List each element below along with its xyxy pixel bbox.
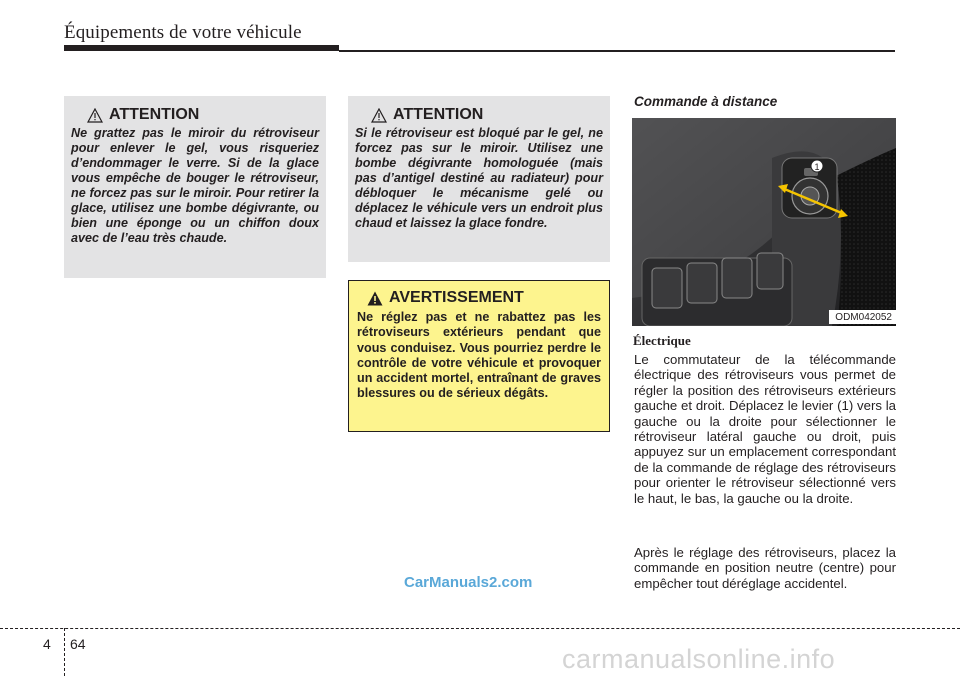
page-number: 64 [70, 636, 86, 652]
footer-site-watermark: carmanualsonline.info [562, 644, 836, 674]
attention-text: Ne grattez pas le miroir du rétroviseur pour enlever le gel, vous risqueriez d’endommager le verre. Si de la glace vous empêche de bouger le rétroviseur, ne forcez pas sur le miroir. Pour retirer la glace, utilisez une bombe dégivrante, ou bien une éponge ou un chiffon doux avec de l’eau très chaude. [71, 126, 319, 245]
subsection-title: Électrique [633, 333, 691, 348]
attention-box-middle [348, 96, 610, 262]
warning-header [367, 289, 601, 307]
warning-title: AVERTISSEMENT [389, 289, 524, 306]
caution-triangle-icon [87, 108, 103, 123]
attention-header [371, 106, 603, 124]
paragraph-2: Après le réglage des rétroviseurs, placez la commande en position neutre (centre) pour empêcher tout déréglage accidentel. [634, 545, 896, 591]
header-bar [64, 45, 339, 51]
attention-header [87, 106, 319, 124]
header-rule [339, 50, 895, 52]
warning-triangle-icon [367, 291, 383, 306]
attention-title: ATTENTION [393, 106, 484, 123]
attention-text: Si le rétroviseur est bloqué par le gel, ne forcez pas sur le miroir. Utilisez une bombe dégivrante homologuée (mais pas d’antigel destiné au radiateur) pour débloquer le mécanisme gelé ou déplacez le véhicule vers un endroit plus chaud et laissez la glace fondre. [355, 126, 603, 230]
callout-number: 1 [814, 162, 820, 172]
watermark-link[interactable]: CarManuals2.com [404, 574, 533, 591]
caution-triangle-icon [371, 108, 387, 123]
attention-box-left [64, 96, 326, 278]
warning-text: Ne réglez pas et ne rabattez pas les rétroviseurs extérieurs pendant que vous conduisez. Vous pourriez perdre le contrôle de votre véhicule et provoquer un accident mortel, entraînant de graves blessures ou de sérieux dégâts. [357, 310, 601, 401]
page-header-title: Équipements de votre véhicule [64, 22, 302, 43]
photo-code-label: ODM042052 [829, 310, 896, 324]
footer-vertical-rule [64, 628, 65, 676]
footer-separator [0, 628, 960, 629]
section-title: Commande à distance [634, 94, 778, 109]
mirror-control-photo [632, 118, 896, 326]
paragraph-1: Le commutateur de la télécommande électrique des rétroviseurs vous permet de régler la position des rétroviseurs extérieurs gauche et droit. Déplacez le levier (1) vers la gauche ou la droite pour sélectionner le rétroviseur latéral gauche ou droit, puis appuyez sur un emplacement correspondant de la commande de réglage des rétroviseurs pour orienter le rétroviseur sélectionné vers le haut, le bas, la gauche ou la droite. [634, 352, 896, 506]
door-panel-illustration [632, 118, 896, 326]
attention-title: ATTENTION [109, 106, 200, 123]
warning-box [348, 280, 610, 432]
chapter-number: 4 [43, 636, 51, 652]
